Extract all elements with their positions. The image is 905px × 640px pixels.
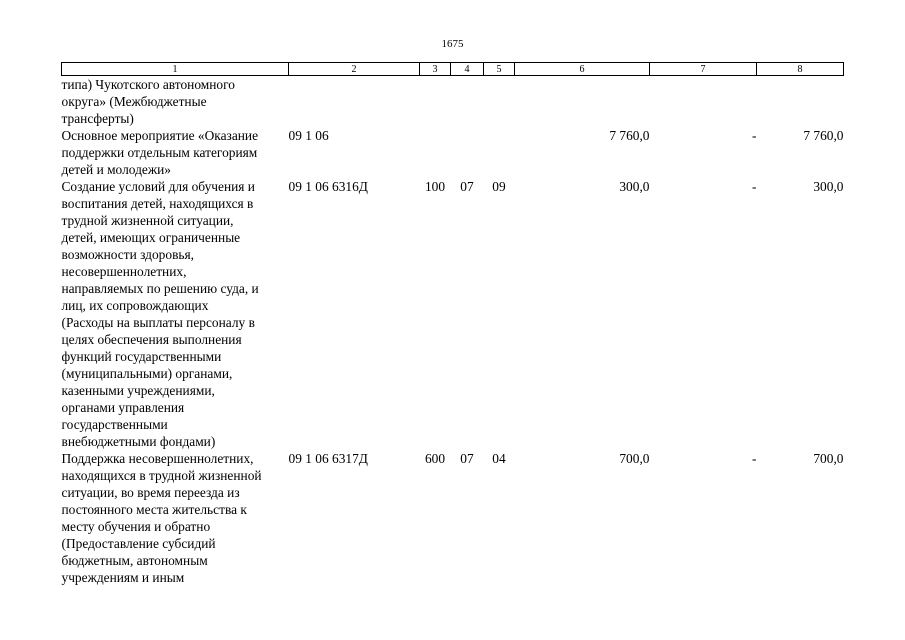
row-name-line: трансферты) (61, 111, 134, 126)
column-header-5: 5 (484, 63, 515, 76)
row-col3-cell (420, 127, 451, 178)
column-header-4: 4 (451, 63, 484, 76)
row-name-line: детей и молодежи» (61, 162, 171, 177)
row-name-line: внебюджетными фондами) (61, 434, 216, 449)
row-name-line: воспитания детей, находящихся в (61, 196, 254, 211)
row-name-line: поддержки отдельным категориям (61, 145, 258, 160)
row-col6-cell (515, 76, 650, 128)
row-name-line: месту обучения и обратно (61, 519, 211, 534)
table-body (62, 76, 844, 587)
row-name-line: (Предоставление субсидий (61, 536, 216, 551)
row-name-line: государственными (61, 417, 168, 432)
row-name-line: детей, имеющих ограниченные (61, 230, 241, 245)
row-col5-cell (484, 76, 515, 128)
table-row (62, 127, 844, 178)
row-name-line: несовершеннолетних, (61, 264, 187, 279)
row-col8-cell: 300,0 (813, 179, 844, 194)
row-code-cell: 09 1 06 (288, 128, 329, 143)
table-row (62, 450, 844, 586)
row-name-line: органами управления (61, 400, 185, 415)
row-name-line: лиц, их сопровождающих (61, 298, 209, 313)
row-name-line: Поддержка несовершеннолетних, (61, 451, 254, 466)
budget-table (61, 62, 844, 586)
row-name-line: целях обеспечения выполнения (61, 332, 242, 347)
row-name-line: Основное мероприятие «Оказание (61, 128, 259, 143)
row-name-line: ситуации, во время переезда из (61, 485, 240, 500)
row-col6-cell: 700,0 (619, 451, 650, 466)
row-col5-cell (484, 127, 515, 178)
row-col4-cell (451, 127, 484, 178)
row-name-line: функций государственными (61, 349, 222, 364)
row-col4-cell: 07 (460, 179, 474, 194)
row-name-line: (Расходы на выплаты персоналу в (61, 315, 255, 330)
row-name-line: типа) Чукотского автономного (61, 77, 235, 92)
row-name-line: бюджетным, автономным (61, 553, 208, 568)
table-row (62, 178, 844, 450)
row-col8-cell: 700,0 (813, 451, 844, 466)
row-name-line: (муниципальными) органами, (61, 366, 233, 381)
row-col3-cell: 100 (424, 179, 446, 194)
page-number: 1675 (441, 38, 464, 50)
row-name-line: трудной жизненной ситуации, (61, 213, 234, 228)
row-code-cell: 09 1 06 6316Д (288, 179, 368, 194)
row-col5-cell: 09 (492, 179, 506, 194)
column-header-3: 3 (420, 63, 451, 76)
row-name-cell (62, 127, 289, 178)
row-code-cell (289, 76, 420, 128)
row-name-line: направляемых по решению суда, и (61, 281, 259, 296)
row-col8-cell: 7 760,0 (803, 128, 844, 143)
row-col6-cell: 7 760,0 (609, 128, 650, 143)
column-header-6: 6 (515, 63, 650, 76)
row-name-line: постоянного места жительства к (61, 502, 247, 517)
row-col7-cell (650, 76, 757, 128)
row-col4-cell (451, 76, 484, 128)
row-name-line: Создание условий для обучения и (61, 179, 255, 194)
row-name-line: округа» (Межбюджетные (61, 94, 207, 109)
column-header-row (62, 63, 844, 76)
row-name-line: находящихся в трудной жизненной (61, 468, 262, 483)
row-col7-cell: - (752, 128, 757, 143)
row-col7-cell: - (752, 179, 757, 194)
row-name-cell (62, 76, 289, 128)
row-col8-cell (757, 76, 844, 128)
row-col3-cell: 600 (424, 451, 446, 466)
table-row (62, 76, 844, 128)
column-header-1: 1 (62, 63, 289, 76)
row-name-line: возможности здоровья, (61, 247, 195, 262)
row-col4-cell: 07 (460, 451, 474, 466)
row-col3-cell (420, 76, 451, 128)
row-name-cell (62, 450, 289, 586)
row-name-line: учреждениям и иным (61, 570, 185, 585)
row-name-cell (62, 178, 289, 450)
row-code-cell: 09 1 06 6317Д (288, 451, 368, 466)
row-col7-cell: - (752, 451, 757, 466)
row-name-line: казенными учреждениями, (61, 383, 215, 398)
row-col6-cell: 300,0 (619, 179, 650, 194)
row-col5-cell: 04 (492, 451, 506, 466)
column-header-2: 2 (289, 63, 420, 76)
column-header-7: 7 (650, 63, 757, 76)
column-header-8: 8 (757, 63, 844, 76)
